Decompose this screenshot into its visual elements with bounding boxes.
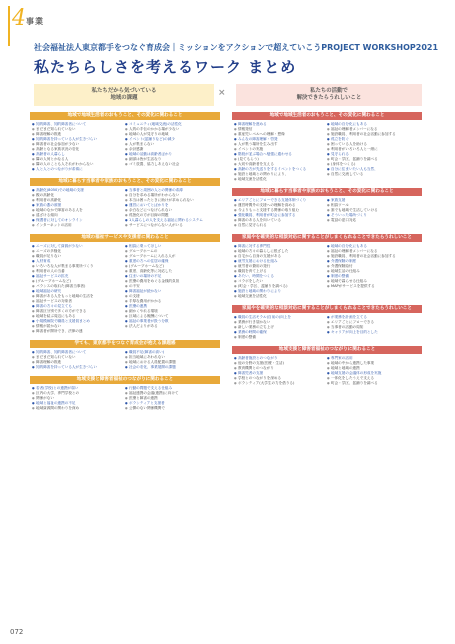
topic-items xyxy=(232,196,422,228)
topic-block xyxy=(30,112,220,172)
topic-items xyxy=(30,348,220,370)
left-column xyxy=(30,112,220,417)
list-item: ● 福祉の理解者メンバーになる xyxy=(327,249,420,254)
item-list xyxy=(125,244,218,334)
list-item: ● キャリアが向上を目的とした xyxy=(327,330,420,335)
list-item: ● 相談に乗ってほしい xyxy=(125,244,218,249)
list-item: ● 行動の問題で支える仕組み xyxy=(125,386,218,391)
topic-items xyxy=(232,120,422,182)
list-item: ● 運営時間外の支援への理解を高める xyxy=(234,203,327,208)
item-list xyxy=(32,244,125,334)
list-item: ● 他の分野の支援(医療・生活) xyxy=(234,361,327,366)
list-item: ● 地域福祉の研究 xyxy=(32,289,125,294)
list-item: ● 大切や高齢者を支える xyxy=(234,162,327,167)
list-item: ● 人材育成 xyxy=(32,259,125,264)
list-item: ● 学校とのつながりを深める xyxy=(234,376,327,381)
topic-block xyxy=(30,376,220,411)
list-item: ● 障害福祉が続かない xyxy=(125,289,218,294)
list-item: ● 階段が並ぶ場合へ勉強に通わせる xyxy=(234,152,327,157)
list-item: ● 障害のある人を向いている xyxy=(234,218,327,223)
list-item: ● グループホームに入れる人が xyxy=(125,254,218,259)
list-item: ● 介護保険の制度 xyxy=(327,259,420,264)
list-item: ● 障害がある人をもっと地域の生活を xyxy=(32,294,125,299)
list-item: ● 細かくやれる環境 xyxy=(125,309,218,314)
item-list xyxy=(125,188,218,228)
topic-block xyxy=(30,340,220,370)
list-item: ● 医療と障害の連携 xyxy=(125,396,218,401)
list-item: ● エリアごとにフローできる xyxy=(327,320,420,325)
list-item: ● 重度、高齢化等に対応した xyxy=(125,269,218,274)
list-item: ● 町会・学区、盆踊りを調べる xyxy=(327,157,420,162)
list-item: ● 若者(学校)との連携が弱い xyxy=(32,386,125,391)
list-item: ● 高齢となる家族状況の変化 xyxy=(32,147,125,152)
topic-items xyxy=(232,313,422,340)
list-item: ● まだまだ知られていない xyxy=(32,127,125,132)
list-item: ● 医療の連携 xyxy=(125,304,218,309)
list-item: ● 就労支援における仕組み xyxy=(234,259,327,264)
list-item: ● 余白などにつなげられない xyxy=(125,208,218,213)
list-item: ● の支援 xyxy=(125,294,218,299)
section-number: 4 xyxy=(12,6,26,31)
topic-items xyxy=(30,120,220,172)
list-item: ● 地域の人が見守りの地域 xyxy=(125,132,218,137)
list-item: ● 地域の中から連携した事業 xyxy=(327,361,420,366)
list-item: ● 見守られる xyxy=(327,152,420,157)
topic-bar: 地域支援と障害者福祉のつながりに関わること xyxy=(30,376,220,384)
list-item: ● イベント(盆踊りなど)の減少 xyxy=(125,137,218,142)
item-list xyxy=(234,356,327,386)
list-item: ● 情報発信 xyxy=(234,127,327,132)
list-item: ● 自然に交流している xyxy=(327,172,420,177)
topic-block xyxy=(30,178,220,228)
list-item: ● 誰でも地域で生活していける xyxy=(327,208,420,213)
item-list xyxy=(327,244,420,299)
list-item: ● エリアごとにフローできる支援体制づくり xyxy=(234,198,327,203)
list-item: ● 教育機関とのつながり xyxy=(234,366,327,371)
list-item: ● 高齢化(8050)での地域の支援 xyxy=(32,188,125,193)
list-item: ● 障害の方々の見立ても xyxy=(32,304,125,309)
list-item: ● 障害理解の推進 xyxy=(32,360,125,365)
item-list xyxy=(327,356,420,386)
list-item: ● 相談ツール xyxy=(327,203,420,208)
list-item: ● 地域交流を活性化 xyxy=(234,294,327,299)
list-item: ● ゴミ放置、協力しあえない社会 xyxy=(125,162,218,167)
list-item: ● 知的障害を持っている人が生きづらい xyxy=(32,365,125,370)
right-heading-text: 私たちの活動で 解決できたらうれしいこと xyxy=(296,88,362,101)
list-item: ● 施設と地域の関わりにより xyxy=(234,289,327,294)
list-item: ● 地域交流を活性化 xyxy=(234,177,327,182)
topic-block xyxy=(232,234,422,299)
list-item: ● 手厚な費用がかかる xyxy=(125,299,218,304)
list-item: ● 地域資源間の関わりを深め xyxy=(32,406,125,411)
item-list xyxy=(125,122,218,172)
list-item: ● 隣の人何とかなる人 xyxy=(32,157,125,162)
list-item: ● 福祉サービスの対象者 xyxy=(32,299,125,304)
list-item: ● 自分に住まいたい人も当然、 xyxy=(327,167,420,172)
list-item: ● (町会・学区、盆踊りを調べる) xyxy=(234,284,327,289)
list-item: ● 自宅から自身の支援がある xyxy=(234,254,327,259)
list-item: ● 本当は困ったときに助けが求められない xyxy=(125,198,218,203)
topic-block xyxy=(232,346,422,386)
list-item: ● 遠ざける傾向 xyxy=(32,213,125,218)
list-item: ● 施設職員、利用者の社会活動に参加する xyxy=(327,254,420,259)
list-item: ● 施設と地域との関わりにより、 xyxy=(234,172,327,177)
list-item: ● 社会の変化、事業展開の課題 xyxy=(125,365,218,370)
list-item: ● 家族の悪の被援 xyxy=(32,203,125,208)
list-item: ● コミュニティ(地域交流)の活性化 xyxy=(125,122,218,127)
list-item: ● 高齢の方が先送りをするイベントをつくる xyxy=(234,167,327,172)
list-item: ● 隣の人のことも人それがわからない xyxy=(32,162,125,167)
list-item: ● 専門家の活用 xyxy=(327,356,420,361)
list-item: ● 自分を求める場所がわからない xyxy=(125,193,218,198)
item-list xyxy=(327,122,420,182)
list-item: ● 福祉サービスの拡充 xyxy=(32,274,125,279)
list-item: ● 地域で暮らせる仕組み xyxy=(327,279,420,284)
list-item: ● 地域の活動は高齢者ばかり xyxy=(125,152,218,157)
list-item: ● 保護者に対してのオンライン xyxy=(32,218,125,223)
item-list xyxy=(32,188,125,228)
list-item: ● 運営においてとばかりを xyxy=(125,203,218,208)
item-list xyxy=(234,244,327,299)
list-item: ● 重度の方への住居の確保 xyxy=(125,259,218,264)
list-item: ● 電話の窓口対応 xyxy=(327,218,420,223)
list-item: ● 地域支援の会議体の形成を実施 xyxy=(327,371,420,376)
list-item: ● サービスにつながらない人がいる xyxy=(125,223,218,228)
item-list xyxy=(32,350,125,370)
list-item: ● 業務の時間の確保 xyxy=(234,330,327,335)
list-item: ● 就労者の費用の発行 xyxy=(234,264,327,269)
list-item: ● 親の高齢化 xyxy=(32,193,125,198)
list-item: ● コラボをしたい xyxy=(234,279,327,284)
list-item: ● 福祉の事業者が扱う分散 xyxy=(125,319,218,324)
cross-mark: × xyxy=(218,88,226,98)
topic-items xyxy=(30,384,220,411)
list-item: ● 施設職員、利用者の社会活動に参加する xyxy=(327,132,420,137)
topic-bar: 家庭やを確実的な相談対応に関することがしまくられることできたらうれしいこと xyxy=(232,234,422,242)
list-item: ● 地域生活の仕組み xyxy=(327,269,420,274)
list-item: ● バランスの取れた(障害当事者) xyxy=(32,284,125,289)
list-item: ● そういった場所づくり xyxy=(327,213,420,218)
topic-items xyxy=(30,242,220,334)
list-item: ● 人が集まらない xyxy=(125,142,218,147)
topic-bar: 地域に暮らす当事者や家族のおもうこと、その変化に関わること xyxy=(30,178,220,186)
list-item: ● イベントの実施 xyxy=(234,147,327,152)
page-title: 私たちらしさを考えるワーク まとめ xyxy=(34,58,297,76)
list-item: ● (見てもらう) xyxy=(234,157,327,162)
list-item: ● 障害に対する専門性 xyxy=(234,244,327,249)
list-item: ● 町会・学区、盆踊りを調べる xyxy=(327,381,420,386)
list-item: ● 当事者と周囲の人との関係の希薄 xyxy=(125,188,218,193)
topic-bar: 学ても、東京都手をつなぐ育成会が抱える課題感 xyxy=(30,340,220,348)
list-item: ● あたい、時間をつくる xyxy=(234,274,327,279)
list-item: ● 高齢者の人暮らし xyxy=(32,152,125,157)
list-item: ● 地域と福祉の連携の不足 xyxy=(32,401,125,406)
list-item: ● 強化職員、利用者が町会に参加する xyxy=(234,213,327,218)
list-item: ● 区域による報酬について xyxy=(125,314,218,319)
list-item: ● 地域と地域の連携 xyxy=(327,366,420,371)
list-item: ● 一体化をしたうえで支える xyxy=(327,376,420,381)
list-item: ● 人的の手伝のかかる場が少ない xyxy=(125,127,218,132)
list-item: ● 福祉の理解者メンバーになる xyxy=(327,127,420,132)
list-item: ● 人が集う場所を生み出す xyxy=(234,142,327,147)
list-item: ● 1人暮らしの人を支える福祉に関わるシステム xyxy=(125,218,218,223)
list-item: ● 知的障害、知的障害者について xyxy=(32,122,125,127)
list-item: ● 孤立を防ぐ xyxy=(327,137,420,142)
list-item: ● 福祉連携の会議(連携)に向けて xyxy=(125,391,218,396)
list-item: ● 担当地域にあわれない xyxy=(125,355,218,360)
list-item: ● 障害区分別で多くの方ができる xyxy=(32,309,125,314)
page-number: 072 xyxy=(10,628,24,636)
list-item: ● 障害児者の支援 xyxy=(234,371,327,376)
list-item: ● 高齢者施設とのつながり xyxy=(234,356,327,361)
topic-block xyxy=(232,188,422,228)
list-item: ● 住まいの場所の不足 xyxy=(125,274,218,279)
item-list xyxy=(32,386,125,411)
list-item: ● 関係がない xyxy=(32,396,125,401)
list-item: ● ニーズに対して資源が少ない xyxy=(32,244,125,249)
list-item: ● 障害理解の推進 xyxy=(32,132,125,137)
list-item: ● ニーズの多様化 xyxy=(32,249,125,254)
list-item: ● 職員を育て上げる xyxy=(234,269,327,274)
list-item: ● 障害者が開所でき、法律の連 xyxy=(32,329,125,334)
list-item: ● 地域における人員配置の課題 xyxy=(125,360,218,365)
list-item: ● インターネットの活用 xyxy=(32,223,125,228)
list-item: ● 家族支援 xyxy=(327,198,420,203)
list-item: ● 知的障害を持っている人が生きづらい xyxy=(32,137,125,142)
list-item: ● 地域を結ぶ周辺にもある xyxy=(32,314,125,319)
list-item: ● 障害者の社会参加が少ない xyxy=(32,142,125,147)
topic-bar: 地域で地域生活者のおもうこと、その変化に関わること xyxy=(232,112,422,120)
list-item: ● 公開のない関係機関で xyxy=(125,406,218,411)
list-item: ● 細部は皆が生活なり xyxy=(125,157,218,162)
section-label: 事業 xyxy=(26,17,44,26)
list-item: ● 情報が届かない xyxy=(32,324,125,329)
list-item: ● 利用者の高齢化 xyxy=(32,198,125,203)
list-item: ● みんなの障害理解・啓発 xyxy=(234,137,327,142)
list-item: ● 業務が行き届かない xyxy=(234,320,327,325)
list-item: ● まだまだ知られていない xyxy=(32,355,125,360)
right-column-heading xyxy=(236,84,422,106)
list-item: ● 当事者の活動の周知 xyxy=(327,325,420,330)
list-item: ● 法人だよりがある xyxy=(125,324,218,329)
item-list xyxy=(234,122,327,182)
topic-bar: 地域支援と障害者福祉のつながりに関わること xyxy=(232,346,422,354)
list-item: ● 利用者がいろいろ人と一緒に xyxy=(327,147,420,152)
list-item: ● (身体をつくる) xyxy=(327,162,420,167)
page-subtitle: 社会福祉法人東京都手をつなぐ育成会｜ミッションをアクションで超えていこうPROJECT WORKSHOP2021 xyxy=(34,43,439,52)
list-item: ● の不安 xyxy=(125,284,218,289)
list-item: ● 余計感謝 xyxy=(125,147,218,152)
list-item: ● 区内の大学、専門学校との xyxy=(32,391,125,396)
list-item: ● (グループホームなど) xyxy=(125,264,218,269)
list-item: ● いろいろな人が集まる事業所づくり xyxy=(32,264,125,269)
item-list xyxy=(125,386,218,411)
topic-block xyxy=(232,112,422,182)
list-item: ● 地域の自分化にもある xyxy=(327,244,420,249)
topic-bar: 家庭やを確実的な相談対応に関することがしまくられることできたらうれしいこと xyxy=(232,305,422,313)
list-item: ● 地域の自分化にもある xyxy=(327,122,420,127)
item-list xyxy=(327,198,420,228)
list-item: ● 地域の方々の暮らしに根ざした xyxy=(234,249,327,254)
topic-bar: 地域の福祉サービスや支援者に関わること xyxy=(30,234,220,242)
list-item: ● 制度の整備 xyxy=(327,274,420,279)
list-item: ● 介護保険給付 xyxy=(327,264,420,269)
section-accent-bar xyxy=(8,6,10,46)
topic-block xyxy=(30,234,220,334)
list-item: ● 新しい業務の立ち上げ xyxy=(234,325,327,330)
list-item: ● 重症児レベルへの理解・想像 xyxy=(234,132,327,137)
topic-items xyxy=(232,354,422,386)
list-item: ● 孤独化の方が目線の問題 xyxy=(125,213,218,218)
list-item: ● ボランティアと支援者 xyxy=(125,401,218,406)
item-list xyxy=(234,315,327,340)
topic-block xyxy=(232,305,422,340)
list-item: ● 障害理解を進める xyxy=(234,122,327,127)
list-item: ● 制度の整備 xyxy=(234,335,327,340)
list-item: ● (グループホームなど) xyxy=(32,279,125,284)
topic-items xyxy=(30,186,220,228)
topic-bar: 地域で地域生活者のおもうこと、その変化に関わること xyxy=(30,112,220,120)
list-item: ● 人と人とのつながりが希薄に xyxy=(32,167,125,172)
list-item: ● 医療の費用をめぐる金銭的負担 xyxy=(125,279,218,284)
list-item: ● 職員が足りない xyxy=(32,254,125,259)
item-list xyxy=(327,315,420,340)
left-column-heading xyxy=(34,84,214,106)
list-item: ● 小規模病院で職員と支援員まとめ xyxy=(32,319,125,324)
list-item: ● が業務を計画を立てる xyxy=(327,315,420,320)
topic-bar: 地域に暮らす当事者や家族のおもうこと、その変化に関わること xyxy=(232,188,422,196)
item-list xyxy=(125,350,218,370)
list-item: ● 職員の生活モラル(自前の)向上を xyxy=(234,315,327,320)
list-item: ● ボランティア(大学生の力を借りる) xyxy=(234,381,327,386)
topic-items xyxy=(232,242,422,299)
list-item: ● 困っている人を助ける xyxy=(327,142,420,147)
left-heading-text: 私たちだから気づいている 地域の課題 xyxy=(91,88,157,101)
list-item: ● グループホームの xyxy=(125,249,218,254)
item-list xyxy=(32,122,125,172)
list-item: ● 知的障害、知的障害者について xyxy=(32,350,125,355)
list-item: ● 地域のなかで障害のある人を xyxy=(32,208,125,213)
item-list xyxy=(234,198,327,228)
list-item: ● 職員不足(障害の高い) xyxy=(125,350,218,355)
list-item: ● 自然に見守られる xyxy=(234,223,327,228)
list-item: ● MAPがサービスを提供する xyxy=(327,284,420,289)
right-column xyxy=(232,112,422,392)
list-item: ● 利用者の人の当番 xyxy=(32,269,125,274)
list-item: ● 今よりもっと支援する関係の取り組む xyxy=(234,208,327,213)
